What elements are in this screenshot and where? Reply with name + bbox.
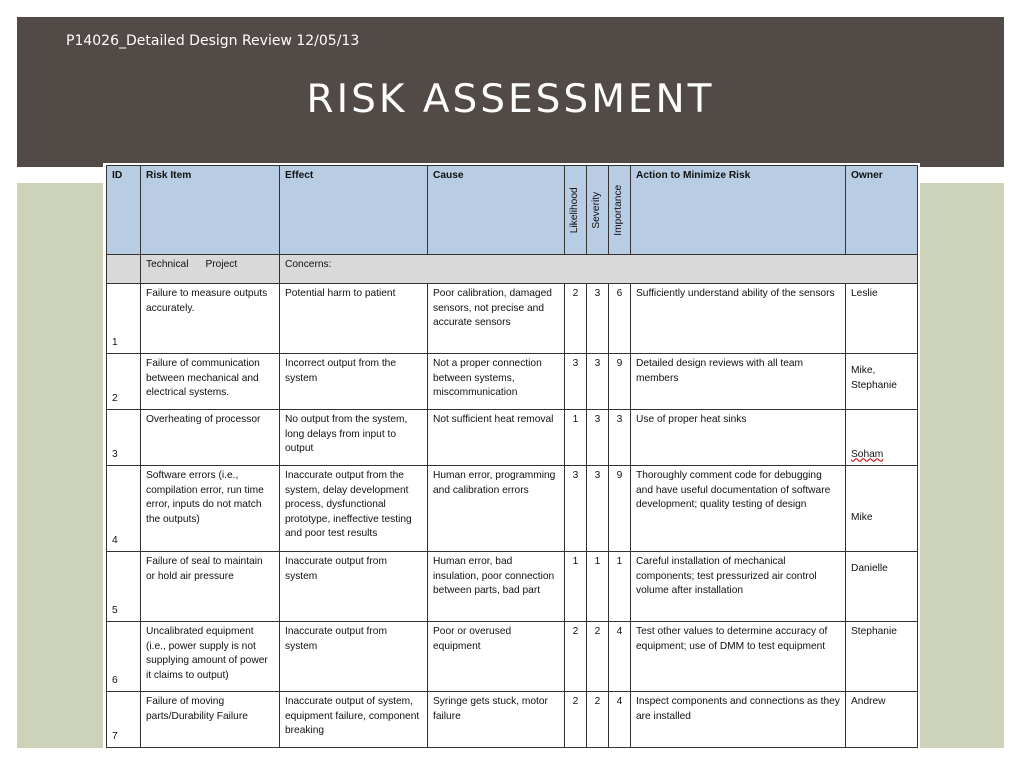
cell-cause: Not sufficient heat removal <box>428 410 565 466</box>
slide-subtitle: P14026_Detailed Design Review 12/05/13 <box>66 33 360 49</box>
cell-action: Detailed design reviews with all team members <box>631 354 846 410</box>
header-severity <box>587 166 609 255</box>
cell-likelihood: 2 <box>565 692 587 748</box>
cell-importance: 9 <box>609 466 631 552</box>
cell-importance: 3 <box>609 410 631 466</box>
header-effect: Effect <box>280 166 428 255</box>
cell-importance: 6 <box>609 284 631 354</box>
slide-title: RISK ASSESSMENT <box>306 77 715 122</box>
header-severity-label: Severity <box>590 191 602 229</box>
cell-id: 5 <box>107 552 141 622</box>
cell-effect: Inaccurate output from the system, delay development process, dysfunctional prototype, ineffective testing and poor test results <box>280 466 428 552</box>
cell-severity: 2 <box>587 692 609 748</box>
cell-severity: 3 <box>587 410 609 466</box>
concerns-project: Project <box>205 259 238 270</box>
cell-owner: Mike, Stephanie <box>846 354 918 410</box>
table-row <box>107 284 918 354</box>
cell-owner: Andrew <box>846 692 918 748</box>
cell-severity: 3 <box>587 284 609 354</box>
cell-risk-item: Software errors (i.e., compilation error, run time error, inputs do not match the outputs) <box>141 466 280 552</box>
cell-id: 2 <box>107 354 141 410</box>
header-owner: Owner <box>846 166 918 255</box>
cell-id: 4 <box>107 466 141 552</box>
table-row <box>107 354 918 410</box>
cell-likelihood: 3 <box>565 466 587 552</box>
cell-action: Inspect components and connections as they are installed <box>631 692 846 748</box>
cell-id: 3 <box>107 410 141 466</box>
cell-id: 7 <box>107 692 141 748</box>
cell-severity: 2 <box>587 622 609 692</box>
cell-action: Sufficiently understand ability of the sensors <box>631 284 846 354</box>
owner-name: Soham <box>851 448 884 460</box>
cell-effect: Inaccurate output of system, equipment failure, component breaking <box>280 692 428 748</box>
concerns-cell <box>141 255 280 284</box>
cell-effect: Potential harm to patient <box>280 284 428 354</box>
cell-likelihood: 1 <box>565 410 587 466</box>
header-importance-label: Importance <box>612 184 624 236</box>
cell-likelihood: 2 <box>565 622 587 692</box>
cell-id: 1 <box>107 284 141 354</box>
header-likelihood <box>565 166 587 255</box>
cell-importance: 9 <box>609 354 631 410</box>
cell-owner: Leslie <box>846 284 918 354</box>
header-id: ID <box>107 166 141 255</box>
cell-risk-item: Uncalibrated equipment (i.e., power supply is not supplying amount of power it claims to output) <box>141 622 280 692</box>
cell-likelihood: 1 <box>565 552 587 622</box>
cell-effect: Inaccurate output from system <box>280 622 428 692</box>
cell-effect: No output from the system, long delays from input to output <box>280 410 428 466</box>
cell-action: Use of proper heat sinks <box>631 410 846 466</box>
concerns-empty-cell <box>107 255 141 284</box>
cell-severity: 1 <box>587 552 609 622</box>
risk-table-container <box>103 163 920 760</box>
cell-importance: 1 <box>609 552 631 622</box>
cell-action: Test other values to determine accuracy of equipment; use of DMM to test equipment <box>631 622 846 692</box>
table-row <box>107 410 918 466</box>
cell-importance: 4 <box>609 692 631 748</box>
cell-likelihood: 2 <box>565 284 587 354</box>
cell-cause: Poor or overused equipment <box>428 622 565 692</box>
cell-effect: Inaccurate output from system <box>280 552 428 622</box>
cell-cause: Human error, bad insulation, poor connection between parts, bad part <box>428 552 565 622</box>
cell-risk-item: Failure of communication between mechanical and electrical systems. <box>141 354 280 410</box>
cell-action: Thoroughly comment code for debugging and have useful documentation of software development; quality testing of design <box>631 466 846 552</box>
table-row <box>107 466 918 552</box>
cell-severity: 3 <box>587 354 609 410</box>
header-importance <box>609 166 631 255</box>
cell-cause: Poor calibration, damaged sensors, not precise and accurate sensors <box>428 284 565 354</box>
concerns-row <box>107 255 918 284</box>
table-row <box>107 692 918 748</box>
cell-cause: Syringe gets stuck, motor failure <box>428 692 565 748</box>
concerns-technical: Technical <box>146 259 189 270</box>
concerns-label-cell: Concerns: <box>280 255 918 284</box>
cell-owner: Danielle <box>846 552 918 622</box>
table-row <box>107 622 918 692</box>
cell-risk-item: Failure of moving parts/Durability Failure <box>141 692 280 748</box>
cell-action: Careful installation of mechanical components; test pressurized air control volume after installation <box>631 552 846 622</box>
cell-cause: Not a proper connection between systems, miscommunication <box>428 354 565 410</box>
cell-id: 6 <box>107 622 141 692</box>
title-banner <box>17 17 1004 167</box>
cell-effect: Incorrect output from the system <box>280 354 428 410</box>
table-header-row <box>107 166 918 255</box>
cell-risk-item: Failure of seal to maintain or hold air pressure <box>141 552 280 622</box>
cell-owner: Mike <box>846 466 918 552</box>
cell-cause: Human error, programming and calibration errors <box>428 466 565 552</box>
cell-likelihood: 3 <box>565 354 587 410</box>
cell-risk-item: Failure to measure outputs accurately. <box>141 284 280 354</box>
header-likelihood-label: Likelihood <box>568 187 580 233</box>
table-row <box>107 552 918 622</box>
header-action: Action to Minimize Risk <box>631 166 846 255</box>
cell-importance: 4 <box>609 622 631 692</box>
cell-owner <box>846 410 918 466</box>
cell-owner: Stephanie <box>846 622 918 692</box>
risk-assessment-table <box>106 165 918 748</box>
header-cause: Cause <box>428 166 565 255</box>
cell-risk-item: Overheating of processor <box>141 410 280 466</box>
cell-severity: 3 <box>587 466 609 552</box>
header-risk-item: Risk Item <box>141 166 280 255</box>
